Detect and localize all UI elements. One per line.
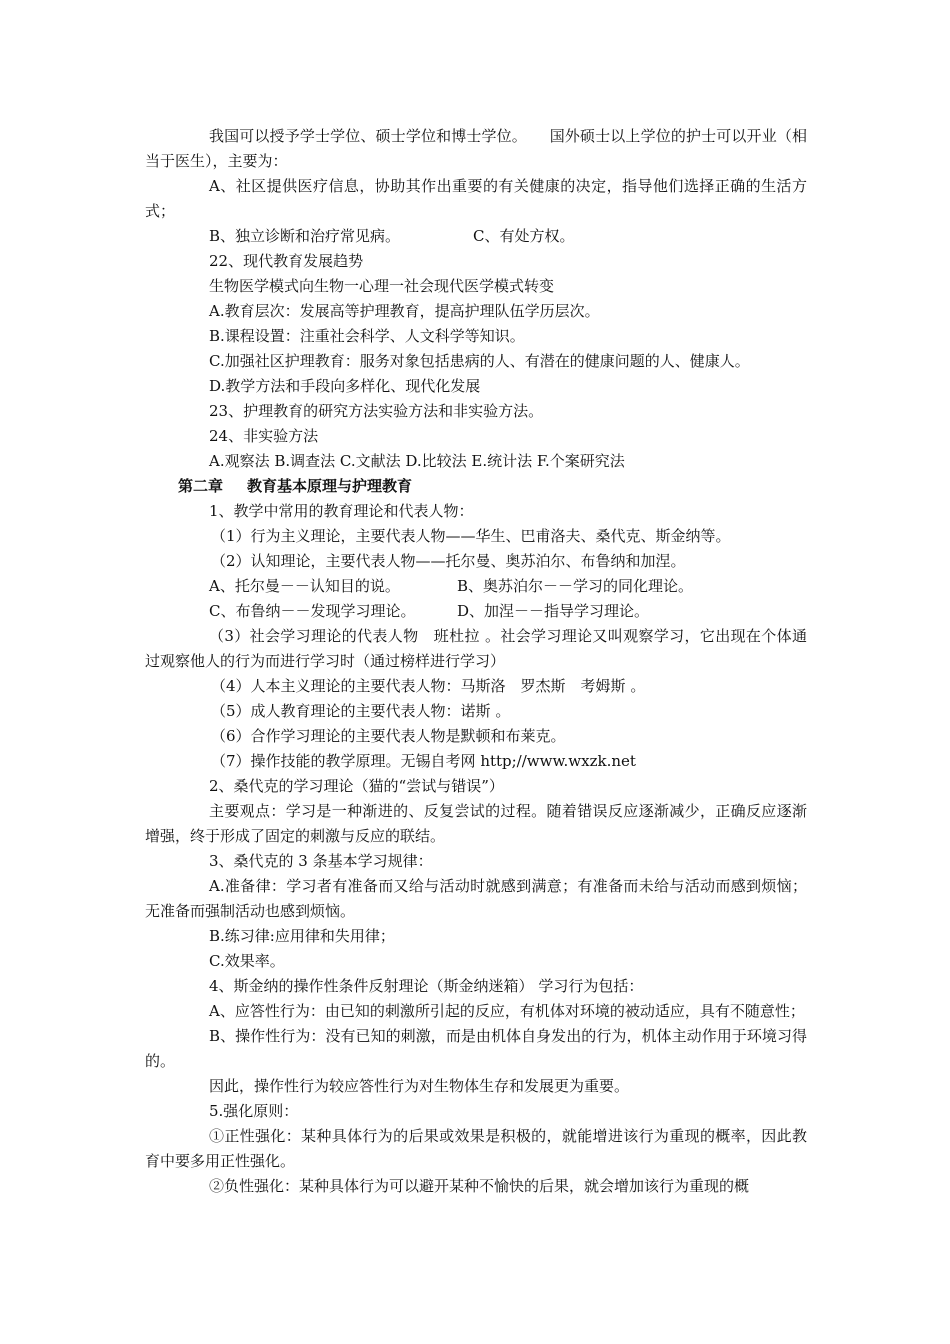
theory-cognitive: （2）认知理论，主要代表人物——托尔曼、奥苏泊尔、布鲁纳和加涅。 (211, 552, 686, 570)
cognitive-row-cd (145, 599, 807, 624)
text-ausubel: B、奥苏泊尔－－学习的同化理论。 (457, 577, 694, 595)
cognitive-row-ab (145, 574, 807, 599)
chapter-heading (145, 474, 807, 499)
text-medical-model: 生物医学模式向生物一心理一社会现代医学模式转变 (209, 277, 555, 295)
text-conclusion: 因此，操作性行为较应答性行为对生物体生存和发展更为重要。 (209, 1077, 630, 1095)
item-4-title: 4、斯金纳的操作性条件反射理论（斯金纳迷箱） 学习行为包括： (209, 977, 644, 995)
text-diagnosis: B、独立诊断和治疗常见病。 (209, 227, 401, 245)
item-3-title: 3、桑代克的 3 条基本学习规律： (209, 852, 433, 870)
theory-cooperative: （6）合作学习理论的主要代表人物是默顿和布莱克。 (211, 727, 566, 745)
text-gagne: D、加涅－－指导学习理论。 (457, 602, 650, 620)
paragraph-operant: B、操作性行为：没有已知的刺激，而是由机体自身发出的行为，机体主动作用于环境习得的。 (145, 1027, 807, 1070)
paragraph-degrees (145, 124, 807, 174)
item-22-d: D.教学方法和手段向多样化、现代化发展 (209, 377, 481, 395)
text-degrees-abroad: 国外硕士以上学位的护士可以开业（相当于医生），主要为： (145, 127, 807, 170)
chapter-title: 教育基本原理与护理教育 (247, 477, 413, 495)
theory-behaviorism: （1）行为主义理论，主要代表人物——华生、巴甫洛夫、桑代克、斯金纳等。 (211, 527, 731, 545)
paragraph-main-view: 主要观点：学习是一种渐进的、反复尝试的过程。随着错误反应逐渐减少，正确反应逐渐增强，终于形成了固定的刺激与反应的联结。 (145, 802, 807, 845)
theory-skills: （7）操作技能的教学原理。无锡自考网 http;//www.wxzk.net (211, 752, 636, 770)
paragraph-positive-reinforcement: ①正性强化：某种具体行为的后果或效果是积极的，就能增进该行为重现的概率，因此教育中要多用正性强化。 (145, 1127, 807, 1170)
theory-social-learning: （3）社会学习理论的代表人物 班杜拉 。社会学习理论又叫观察学习，它出现在个体通过观察他人的行为而进行学习时（通过榜样进行学习） (145, 627, 807, 670)
item-1-title: 1、教学中常用的教育理论和代表人物： (209, 502, 474, 520)
chapter-number: 第二章 (178, 477, 224, 495)
paragraph-diagnosis-prescription (145, 224, 807, 249)
theory-humanism: （4）人本主义理论的主要代表人物：马斯洛 罗杰斯 考姆斯 。 (211, 677, 646, 695)
text-effect-law: C.效果率。 (209, 952, 285, 970)
text-negative-reinforcement: ②负性强化：某种具体行为可以避开某种不愉快的后果，就会增加该行为重现的概 (209, 1177, 750, 1195)
item-24-methods: A.观察法 B.调查法 C.文献法 D.比较法 E.统计法 F.个案研究法 (209, 452, 625, 470)
text-degrees-domestic: 我国可以授予学士学位、硕士学位和博士学位。 (209, 127, 520, 145)
paragraph-respondent: A、应答性行为：由已知的刺激所引起的反应，有机体对环境的被动适应，具有不随意性； (209, 1002, 805, 1020)
item-24-title: 24、非实验方法 (209, 427, 319, 445)
text-bruner: C、布鲁纳－－发现学习理论。 (209, 602, 416, 620)
item-22-c: C.加强社区护理教育：服务对象包括患病的人、有潜在的健康问题的人、健康人。 (209, 352, 750, 370)
text-prescription: C、有处方权。 (473, 227, 575, 245)
text-exercise-law: B.练习律:应用律和失用律； (209, 927, 395, 945)
item-2-title: 2、桑代克的学习理论（猫的“尝试与错误”） (209, 777, 504, 795)
paragraph-readiness-law: A.准备律：学习者有准备而又给与活动时就感到满意；有准备而未给与活动而感到烦恼；无准备而强制活动也感到烦恼。 (145, 877, 807, 920)
item-22-b: B.课程设置：注重社会科学、人文科学等知识。 (209, 327, 525, 345)
item-22-title: 22、现代教育发展趋势 (209, 252, 364, 270)
text-tolman: A、托尔曼－－认知目的说。 (209, 577, 400, 595)
item-23-title: 23、护理教育的研究方法实验方法和非实验方法。 (209, 402, 544, 420)
document-body (145, 124, 807, 1199)
paragraph-community-info: A、社区提供医疗信息，协助其作出重要的有关健康的决定，指导他们选择正确的生活方式； (145, 177, 807, 220)
item-22-a: A.教育层次：发展高等护理教育，提高护理队伍学历层次。 (209, 302, 600, 320)
theory-adult-education: （5）成人教育理论的主要代表人物：诺斯 。 (211, 702, 511, 720)
item-5-title: 5.强化原则： (209, 1102, 299, 1120)
